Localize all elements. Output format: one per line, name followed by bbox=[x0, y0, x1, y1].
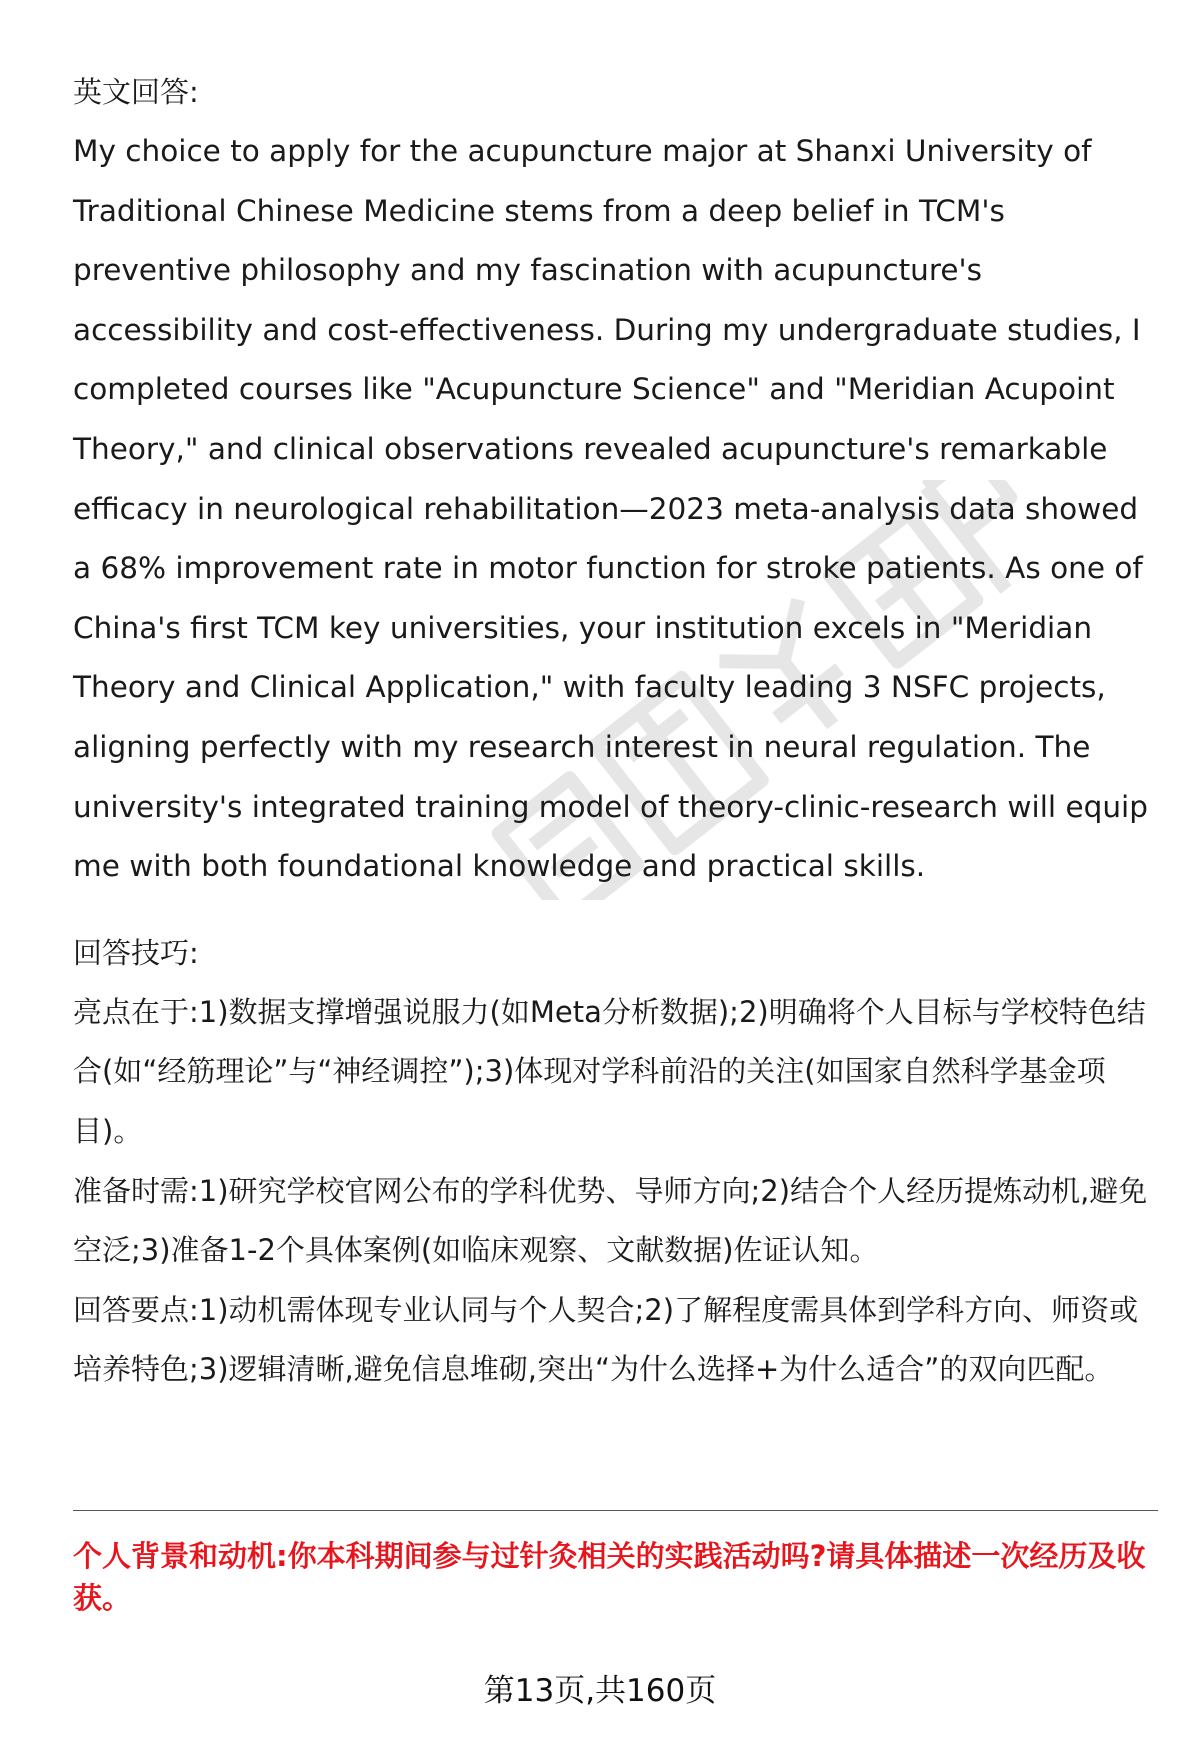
tip-key-points: 回答要点:1)动机需体现专业认同与个人契合;2)了解程度需具体到学科方向、师资或培养特色;3)逻辑清晰,避免信息堆砌,突出“为什么选择+为什么适合”的双向匹配。 bbox=[73, 1292, 1139, 1387]
english-answer-text: My choice to apply for the acupuncture major at Shanxi University of Traditional Chinese Medicine stems from a deep belief in TCM's preventive philosophy and my fascination with acupuncture's accessibility and cost-effectiveness. During my undergraduate studies, I completed courses like "Acupuncture Science" and "Meridian Acupoint Theory," and clinical observations revealed acupuncture's remarkable efficacy in neurological rehabilitation—2023 meta-analysis data showed a 68% improvement rate in motor function for stroke patients. As one of China's first TCM key universities, your institution excels in "Meridian Theory and Clinical Application," with faculty leading 3 NSFC projects, aligning perfectly with my research interest in neural regulation. The university's integrated training model of theory-clinic-research will equip me with both foundational knowledge and practical skills. bbox=[73, 134, 1148, 884]
page-indicator: 第13页,共160页 bbox=[483, 1673, 717, 1709]
tip-preparation: 准备时需:1)研究学校官网公布的学科优势、导师方向;2)结合个人经历提炼动机,避免空泛;3)准备1-2个具体案例(如临床观察、文献数据)佐证认知。 bbox=[73, 1173, 1148, 1268]
next-question-heading: 个人背景和动机:你本科期间参与过针灸相关的实践活动吗?请具体描述一次经历及收获。 bbox=[73, 1539, 1146, 1615]
tips-heading: 回答技巧: bbox=[73, 935, 199, 970]
document-page bbox=[73, 62, 1158, 1400]
english-answer-label: 英文回答: bbox=[73, 75, 199, 109]
section-divider bbox=[73, 1510, 1158, 1511]
tip-highlights: 亮点在于:1)数据支撑增强说服力(如Meta分析数据);2)明确将个人目标与学校特色结合(如“经筋理论”与“神经调控”);3)体现对学科前沿的关注(如国家自然科学基金项目)。 bbox=[73, 994, 1146, 1148]
